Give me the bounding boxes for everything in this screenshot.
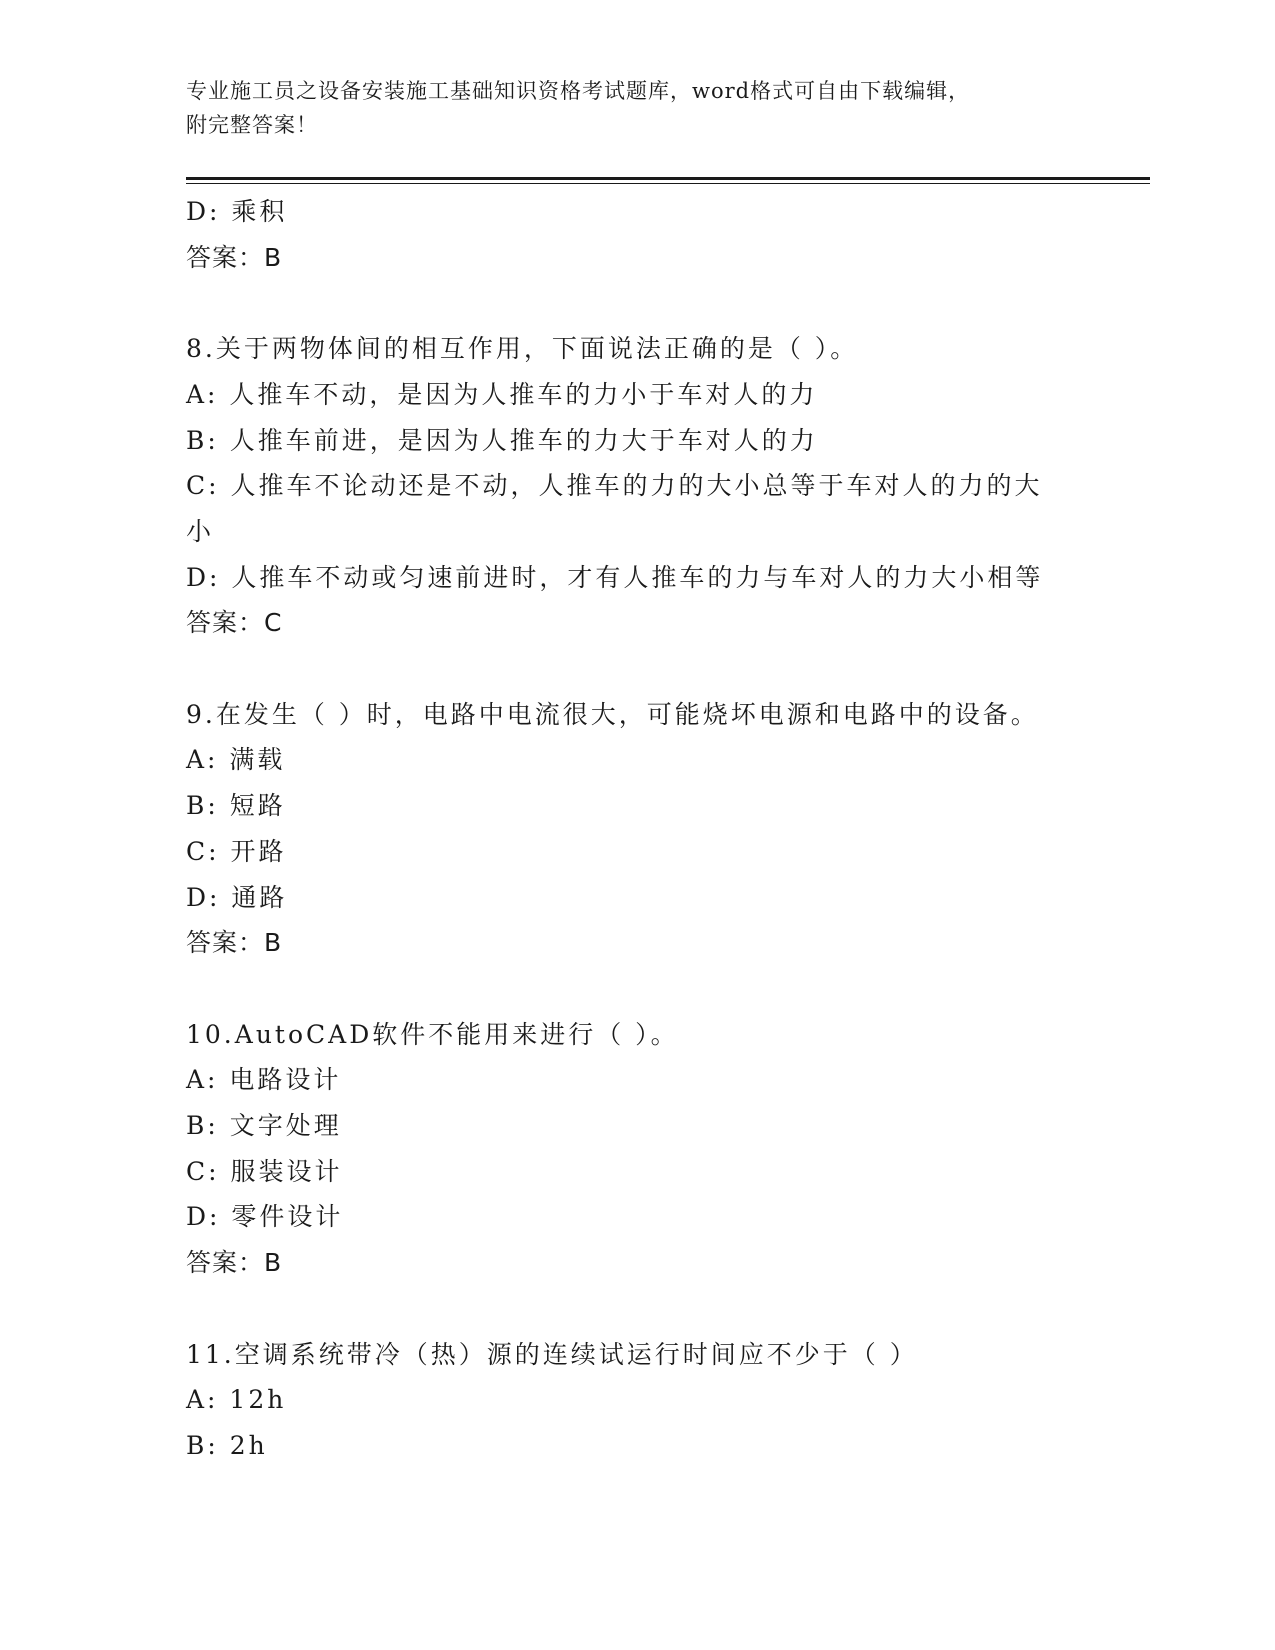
question-8: [186, 326, 1106, 646]
spacer: [186, 966, 1106, 1012]
option-b: B: 人推车前进，是因为人推车的力大于车对人的力: [186, 425, 818, 455]
question-stem: 10.AutoCAD软件不能用来进行（ ）。: [186, 1019, 679, 1049]
option-c: C: 服装设计: [186, 1156, 343, 1186]
question-9: [186, 692, 1106, 966]
question-stem: 8.关于两物体间的相互作用，下面说法正确的是（ ）。: [186, 334, 859, 364]
option-d: D: 通路: [186, 882, 288, 912]
option-b: B: 短路: [186, 791, 286, 821]
header-line-2: 附完整答案！: [186, 113, 318, 137]
header-divider-thick: [186, 177, 1150, 180]
question-list: [186, 189, 1106, 1469]
document-header: [186, 74, 1086, 142]
header-line-1: 专业施工员之设备安装施工基础知识资格考试题库，word格式可自由下载编辑，: [186, 79, 971, 103]
option-a: A: 满载: [186, 745, 286, 775]
option-a: A: 电路设计: [186, 1065, 342, 1095]
answer-line: 答案：C: [186, 608, 283, 638]
answer-line: 答案：B: [186, 928, 283, 958]
option-c: C: 开路: [186, 836, 287, 866]
option-d: D: 零件设计: [186, 1202, 344, 1232]
option-b: B: 文字处理: [186, 1111, 342, 1141]
spacer: [186, 1286, 1106, 1332]
answer-line: 答案：B: [186, 242, 283, 272]
question-7-tail: [186, 189, 1106, 280]
spacer: [186, 646, 1106, 692]
option-d: D: 人推车不动或匀速前进时，才有人推车的力与车对人的力大小相等: [186, 562, 1044, 592]
answer-line: 答案：B: [186, 1248, 283, 1278]
header-divider-thin: [186, 183, 1150, 184]
option-c: C: 人推车不论动还是不动，人推车的力的大小总等于车对人的力的大: [186, 471, 1043, 501]
option-b: B: 2h: [186, 1430, 268, 1460]
question-11: [186, 1332, 1106, 1469]
option-a: A: 人推车不动，是因为人推车的力小于车对人的力: [186, 379, 818, 409]
option-a: A: 12h: [186, 1385, 287, 1415]
question-stem: 9.在发生（ ）时，电路中电流很大，可能烧坏电源和电路中的设备。: [186, 699, 1039, 729]
option-d: D: 乘积: [186, 197, 288, 226]
question-stem: 11.空调系统带冷（热）源的连续试运行时间应不少于（ ）: [186, 1339, 918, 1369]
spacer: [186, 280, 1106, 326]
option-c-continued: 小: [186, 516, 215, 546]
question-10: [186, 1012, 1106, 1286]
